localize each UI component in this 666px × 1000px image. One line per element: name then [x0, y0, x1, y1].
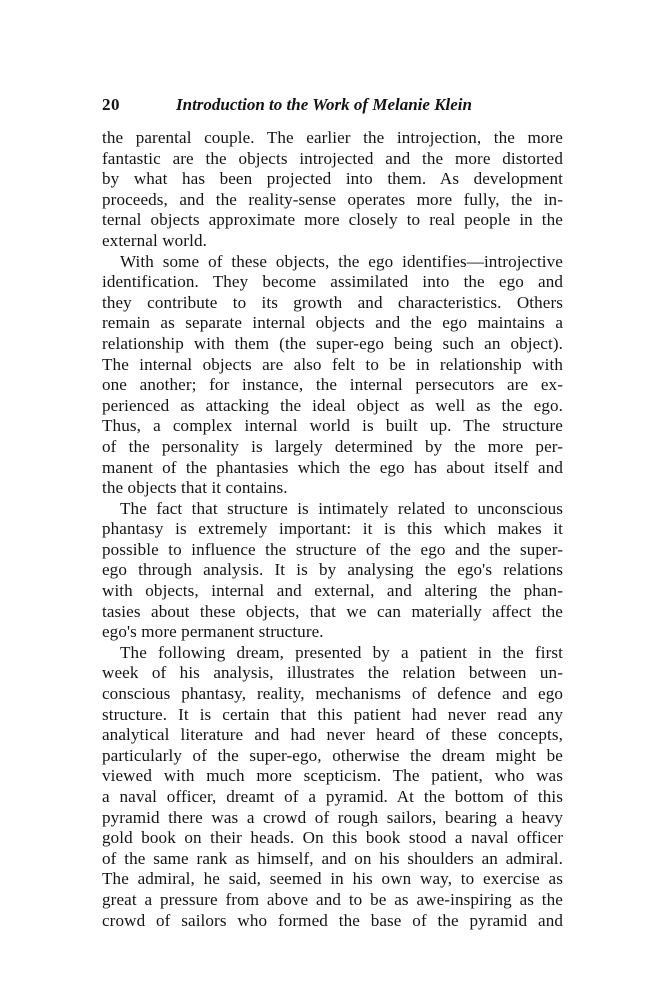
text-line: they contribute to its growth and characteristics. Others: [102, 292, 563, 312]
text-line: phantasy is extremely important: it is this which makes it: [102, 519, 563, 539]
text-line: remain as separate internal objects and the ego maintains a: [102, 313, 563, 333]
text-line: with objects, internal and external, and altering the phan-: [102, 581, 563, 601]
text-line: crowd of sailors who formed the base of the pyramid and: [102, 910, 563, 930]
text-line: external world.: [102, 230, 207, 250]
text-line: particularly of the super-ego, otherwise the dream might be: [102, 745, 563, 765]
text-line: The internal objects are also felt to be in relationship with: [102, 354, 563, 374]
running-title: Introduction to the Work of Melanie Klein: [176, 95, 472, 114]
text-line: analytical literature and had never heard of these concepts,: [102, 725, 563, 745]
text-line: The admiral, he said, seemed in his own way, to exercise as: [102, 869, 563, 889]
page-number: 20: [102, 95, 120, 114]
text-line: The fact that structure is intimately related to unconscious: [120, 498, 563, 518]
text-line: viewed with much more scepticism. The patient, who was: [102, 766, 563, 786]
text-line: identification. They become assimilated into the ego and: [102, 272, 563, 292]
text-line: proceeds, and the reality-sense operates more fully, the in-: [102, 189, 563, 209]
text-line: gold book on their heads. On this book stood a naval officer: [102, 828, 563, 848]
text-line: relationship with them (the super-ego being such an object).: [102, 333, 563, 353]
text-line: tasies about these objects, that we can materially affect the: [102, 601, 563, 621]
text-line: ternal objects approximate more closely to real people in the: [102, 210, 563, 230]
text-line: a naval officer, dreamt of a pyramid. At the bottom of this: [102, 787, 563, 806]
text-line: possible to influence the structure of the ego and the super-: [102, 539, 563, 559]
paragraph: [102, 643, 563, 931]
text-line: structure. It is certain that this patient had never read any: [102, 704, 563, 724]
paragraph: [102, 128, 563, 252]
text-line: great a pressure from above and to be as awe-inspiring as the: [102, 889, 563, 909]
text-line: the parental couple. The earlier the introjection, the more: [102, 128, 563, 147]
text-line: Thus, a complex internal world is built up. The structure: [102, 416, 563, 436]
paragraph: [102, 499, 563, 643]
text-line: of the same rank as himself, and on his shoulders an admiral.: [102, 848, 563, 868]
text-line: by what has been projected into them. As development: [102, 169, 563, 189]
text-line: pyramid there was a crowd of rough sailors, bearing a heavy: [102, 807, 563, 827]
text-line: With some of these objects, the ego identifies—introjective: [120, 251, 563, 271]
text-line: The following dream, presented by a patient in the first: [120, 642, 563, 662]
text-line: fantastic are the objects introjected and the more distorted: [102, 148, 563, 168]
body-text: [102, 128, 563, 931]
text-line: week of his analysis, illustrates the relation between un-: [102, 663, 563, 683]
text-line: of the personality is largely determined by the more per-: [102, 436, 563, 456]
text-line: perienced as attacking the ideal object as well as the ego.: [102, 395, 563, 415]
text-line: ego's more permanent structure.: [102, 622, 324, 642]
text-line: manent of the phantasies which the ego has about itself and: [102, 457, 563, 477]
text-line: one another; for instance, the internal persecutors are ex-: [102, 375, 563, 395]
text-line: conscious phantasy, reality, mechanisms of defence and ego: [102, 684, 563, 704]
text-line: ego through analysis. It is by analysing the ego's relations: [102, 560, 563, 580]
text-line: the objects that it contains.: [102, 478, 288, 498]
page-header: [102, 95, 564, 119]
paragraph: [102, 252, 563, 499]
